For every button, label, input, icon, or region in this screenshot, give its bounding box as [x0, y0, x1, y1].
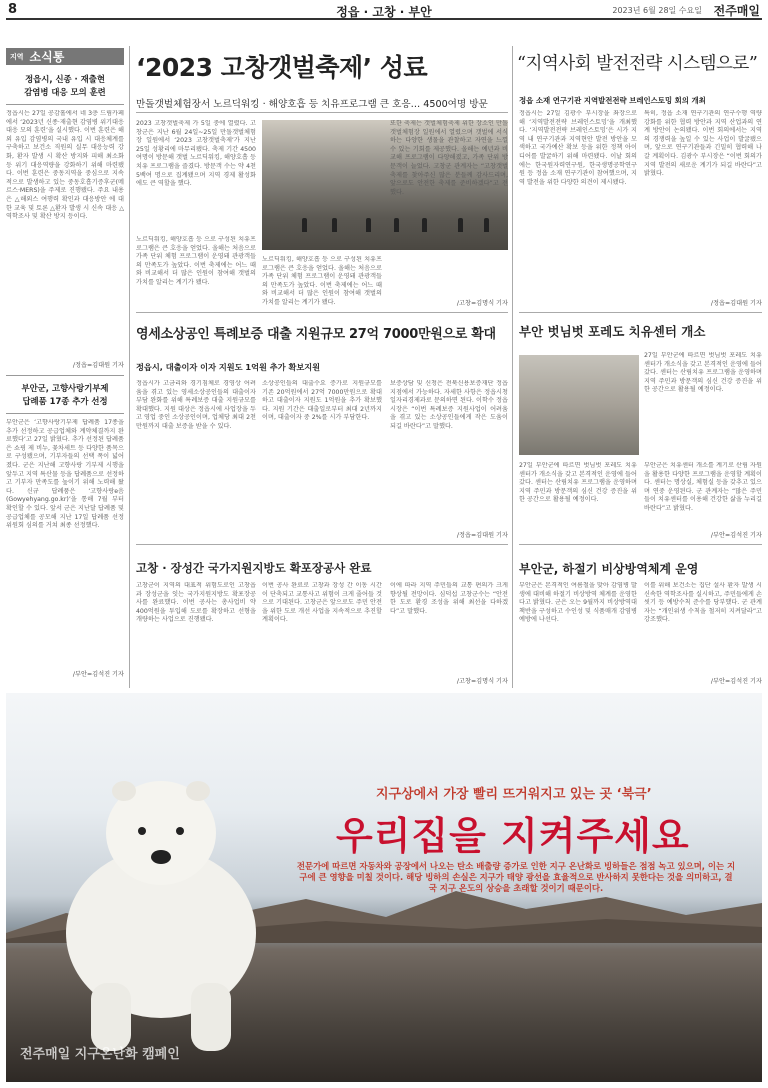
- healing-center-col2: 부안군은 치유센터 개소를 계기로 산림 자원을 활용한 다양한 프로그램을 운영할 계획이다. 센터는 명상실, 체험실 등을 갖추고 있으며 연중 운영된다. 군 관계자는 “많은 주민들이 치유센터를 이용해 건강한 삶을 누리길 바란다”고 밝혔다.: [644, 462, 762, 512]
- right-article-col2: 특히, 정읍 소재 연구기관의 연구수행 역량 강화를 위한 협력 방안과 지역 산업과의 연계 방안이 논의됐다. 이번 회의에서는 지역의 경쟁력을 높일 수 있는 사업이 발굴됐으며, 앞으로 연구기관들과 긴밀히 협력해 나갈 계획이다. 김광수 부시장은 “이번 회의가 지역 발전의 새로운 계기가 되길 바란다”고 밝혔다.: [644, 110, 762, 178]
- loan-byline: /정읍=김대원 기자: [456, 532, 508, 539]
- ad-watermark: 전주매일 지구온난화 캠페인: [20, 1047, 180, 1062]
- side-article-1-title-line: 정읍시, 신종 · 재출현: [25, 74, 105, 84]
- road-col3: 이에 따라 지역 주민들의 교통 편의가 크게 향상될 전망이다. 심덕섭 고창군수는 “안전한 도로 환경 조성을 위해 최선을 다하겠다”고 말했다.: [390, 582, 508, 615]
- main-article-col3: 또한 축제는 갯벌체험축제 위한 장소인 만돌 갯벌체험장 일원에서 열렸으며 갯벌에 서식하는 다양한 생물을 관찰하고 자연을 느낄 수 있는 기회를 제공했다. 올해는 예년과 비교해 프로그램이 다양해졌고, 가족 단위 방문객이 늘었다. 고창군 관계자는 “고창갯벌축제를 찾아주신 많은 분들께 감사드리며, 앞으로도 안전한 축제를 준비하겠다”고 전했다.: [390, 120, 508, 196]
- main-article-byline: /고창=김명식 기자: [456, 300, 508, 307]
- side-article-2: [6, 382, 124, 678]
- road-byline: /고창=김명식 기자: [456, 678, 508, 685]
- main-article-col1: 2023 고창갯벌축제 가 5일 중에 열렸다. 고창군은 지난 6월 24일~25일 만돌갯벌체험장 일원에서 ‘2023 고창갯벌축제’가 지난 25일 성황리에 마무리됐다. 축제 기간 4500여명이 방문해 갯벌 노르딕워킹, 해양호흡 등 치유 프로그램을 즐겼다. 방문객 수는 약 4천5백여 명으로 집계됐으며 지역 경제 활성화에도 큰 역할을 했다.: [136, 120, 256, 188]
- side-article-1-body: 정읍시는 27일 공감홀에서 네 3층 드림카페에서 ‘2023년 신종·재출현 감염병 위기대응 대응 모의 훈련’을 실시했다. 이번 훈련은 해외 유입 감염병의 국내 유입 시 대응체계를 구축하고 보건소 직원의 실무 대응능력 강화, 환자 발생 시 확산 방지와 피해 최소화 등 위기 대응역량을 강화하기 위해 마련됐다. 이번 훈련은 중동지역을 중심으로 지속적으로 발생하고 있는 중동호흡기증후군(메르스·MERS)을 주제로 진행됐다. 주요 내용은 △해외스 여행력 확인과 대응방안 에 대한 교육 및 토론 △환자 발생 시 신속 대응 △역학조사 및 확산 방지 등이다.: [6, 110, 124, 221]
- side-article-2-title-line: 답례품 17종 추가 선정: [22, 396, 108, 406]
- right-headline: “지역사회 발전전략 시스템으로”: [517, 54, 758, 74]
- healing-center-col1: 27일 부안군에 따르면 벗님벗 포레도 치유센터가 개소식을 갖고 본격적인 운영에 들어갔다. 센터는 산림치유 프로그램을 운영하며 지역 주민과 방문객의 심신 건강 증진을 위한 공간으로 활용될 예정이다.: [519, 462, 637, 504]
- healing-center-col-right-top: 27일 부안군에 따르면 벗님벗 포레도 치유센터가 개소식을 갖고 본격적인 운영에 들어갔다. 센터는 산림치유 프로그램을 운영하며 지역 주민과 방문객의 심신 건강 증진을 위한 공간으로 활용될 예정이다.: [644, 352, 762, 394]
- loan-col2: 소상공인들의 대출수요 증가로 지원규모를 기존 20억원에서 27억 7000만원으로 확대하고 대출이자 지원도 1억원을 추가 확보했다. 지원 기간은 대출일로부터 최대 2년까지이며, 대출이자 중 2%를 시가 부담한다.: [262, 380, 382, 422]
- page-number: 8: [8, 2, 18, 17]
- news-tab-title: 소식통: [29, 50, 65, 64]
- side-article-2-title: [6, 382, 124, 408]
- section-title: 정읍 · 고창 · 부안: [336, 5, 432, 19]
- loan-col1: 정읍시가 고금리와 경기침체로 경영상 어려움을 겪고 있는 영세소상공인들의 대출이자 부담 완화를 위해 특례보증 대출 지원규모를 확대했다. 지원 대상은 정읍시에 사업장을 두고 영업 중인 소상공인이며, 업체당 최대 2천만원까지 대출 보증을 받을 수 있다.: [136, 380, 256, 430]
- ad-headline: 우리집을 지켜주세요: [336, 814, 690, 858]
- loan-headline: 영세소상공인 특례보증 대출 지원규모 27억 7000만원으로 확대: [136, 327, 496, 342]
- loan-subheadline: 정읍시, 대출이자 이자 지원도 1억원 추가 확보지원: [136, 362, 321, 372]
- issue-date: 2023년 6월 28일 수요일: [612, 6, 702, 15]
- quarantine-headline: 부안군, 하절기 비상방역체계 운영: [519, 562, 699, 576]
- road-col1: 고창군이 지역의 대표적 위험도로인 고창읍과 장성군을 잇는 국가지원지방도 확포장공사를 완료했다. 이번 공사는 총사업비 약 400억원을 투입해 도로를 확장하고 선형을 개량하는 사업으로 진행됐다.: [136, 582, 256, 624]
- paper-name: 전주매일: [713, 4, 760, 18]
- road-headline: 고창 · 장성간 국가지원지방도 확포장공사 완료: [136, 561, 372, 575]
- main-article-col1b: 노르딕워킹, 해양호흡 등 으로 구성된 치유프로그램은 큰 호응을 얻었다. 올해는 처음으로 가족 단위 체험 프로그램이 운영돼 관광객들의 만족도가 높았다. 이번 축제에는 어느 때와 비교해서 더 많은 인원이 참여해 갯벌의 가치를 알리는 계기가 됐다.: [136, 236, 256, 286]
- quarantine-col2: 이를 위해 보건소는 집단 설사 환자 발생 시 신속한 역학조사를 실시하고, 주민들에게 손 씻기 등 예방수칙 준수를 당부했다. 군 관계자는 “개인위생 수칙을 철저히 지켜달라”고 강조했다.: [644, 582, 762, 624]
- loan-col3: 보증상담 및 신청은 전북신용보증재단 정읍지점에서 가능하다. 자세한 사항은 정읍시청 일자리경제과로 문의하면 된다. 이학수 정읍시장은 “이번 특례보증 지원사업이 어려움을 겪고 있는 소상공인들에게 작은 도움이 되길 바란다”고 말했다.: [390, 380, 508, 430]
- campaign-ad: [6, 693, 762, 1082]
- ad-body-text: 전문가에 따르면 자동차와 공장에서 나오는 탄소 배출량 증가로 인한 지구 온난화로 빙하들은 점점 녹고 있으며, 이는 지구에 큰 영향을 미칠 것이다. 해당 빙하의 손실은 지구가 태양 광선을 효율적으로 반사하지 못한다는 것을 의미하고, 결국 지구 온도의 상승을 초래할 것이기 때문이다.: [296, 861, 736, 893]
- right-subheadline: 정읍 소재 연구기관 지역발전전략 브레인스토밍 회의 개최: [519, 96, 706, 105]
- right-article-col1: 정읍시는 27일 김광수 부시장을 좌장으로 해 ‘지역발전전략 브레인스토밍’을 개최했다. ‘지역발전전략 브레인스토밍’은 시가 지역 내 연구기관과 지역현안 발전 방안을 모색하고 국가예산 확보 등을 위한 정책 아이디어를 발굴하기 위해 마련됐다. 이날 회의에는 한국원자력연구원, 한국생명공학연구원 등 정읍 소재 연구기관이 참여했으며, 지역 발전을 위한 다양한 의견이 제시됐다.: [519, 110, 637, 186]
- news-tab: [6, 48, 124, 65]
- news-column: [6, 48, 124, 678]
- polar-bear-graphic: [36, 753, 286, 1053]
- main-headline: ‘2023 고창갯벌축제’ 성료: [136, 53, 428, 82]
- quarantine-byline: /부안=김석진 기자: [710, 678, 762, 685]
- news-tab-label: 지역: [10, 52, 24, 61]
- side-article-2-body: 부안군은 ‘고향사랑기부제 답례품 17종을 추가 선정하고 공급업체와 계약체결까지 완료했다’고 27일 밝혔다. 추가 선정된 답례품은 쇼핑 제 비누, 꽃차세트 등 다양한 품목으로 구성됐으며, 기부자들의 선택 폭이 넓어졌다. 군은 지난해 고향사랑 기부제 시행을 앞두고 지역 특산물 등을 답례품으로 선정하고 기부자 만족도를 높이기 위해 노력해 왔다. 신규 답례품은 ‘고향사랑e음(Gowyehyang.go.kr)’을 통해 7월 부터 확인할 수 있다. 앞서 군은 지난달 답례품 및 공급업체를 공모해 지난 17일 답례품 선정위원회 심의를 거쳐 최종 선정했다.: [6, 419, 124, 530]
- page-header: [6, 0, 762, 20]
- side-article-2-byline: /부안=김석진 기자: [72, 671, 124, 678]
- main-article-col2: 노르딕워킹, 해양호흡 등 으로 구성된 치유프로그램은 큰 호응을 얻었다. 올해는 처음으로 가족 단위 체험 프로그램이 운영돼 관광객들의 만족도가 높았다. 이번 축제에는 어느 때와 비교해서 더 많은 인원이 참여해 갯벌의 가치를 알리는 계기가 됐다.: [262, 256, 382, 306]
- right-article-byline: /정읍=김대원 기자: [710, 300, 762, 307]
- quarantine-col1: 부안군은 본격적인 여름철을 맞아 감염병 발생에 대비해 하절기 비상방역 체계를 운영한다고 밝혔다. 군은 오는 9월까지 비상방역대책반을 구성하고 수인성 및 식품매개 감염병 예방에 나선다.: [519, 582, 637, 624]
- main-subheadline: 만돌갯벌체험장서 노르딕워킹 · 해양호흡 등 치유프로그램 큰 호응… 4500여명 방문: [136, 99, 488, 110]
- healing-center-byline: /부안=김석진 기자: [710, 532, 762, 539]
- side-article-1-title-line: 감염병 대응 모의 훈련: [24, 87, 106, 97]
- healing-center-headline: 부안 벗님벗 포레도 치유센터 개소: [519, 324, 706, 339]
- side-article-1-title: [6, 73, 124, 99]
- road-col2: 이번 공사 완료로 고창과 장성 간 이동 시간이 단축되고 교통사고 위험이 크게 줄어들 것으로 기대된다. 고창군은 앞으로도 주민 안전을 위한 도로 개선 사업을 지속적으로 추진할 계획이다.: [262, 582, 382, 624]
- side-article-1-byline: /정읍=김대원 기자: [72, 362, 124, 369]
- healing-center-photo: [519, 355, 639, 455]
- side-article-1: [6, 73, 124, 369]
- side-article-2-title-line: 부안군, 고향사랑기부제: [21, 383, 109, 393]
- ad-tagline: 지구상에서 가장 빨리 뜨거워지고 있는 곳 ‘북극’: [376, 787, 652, 802]
